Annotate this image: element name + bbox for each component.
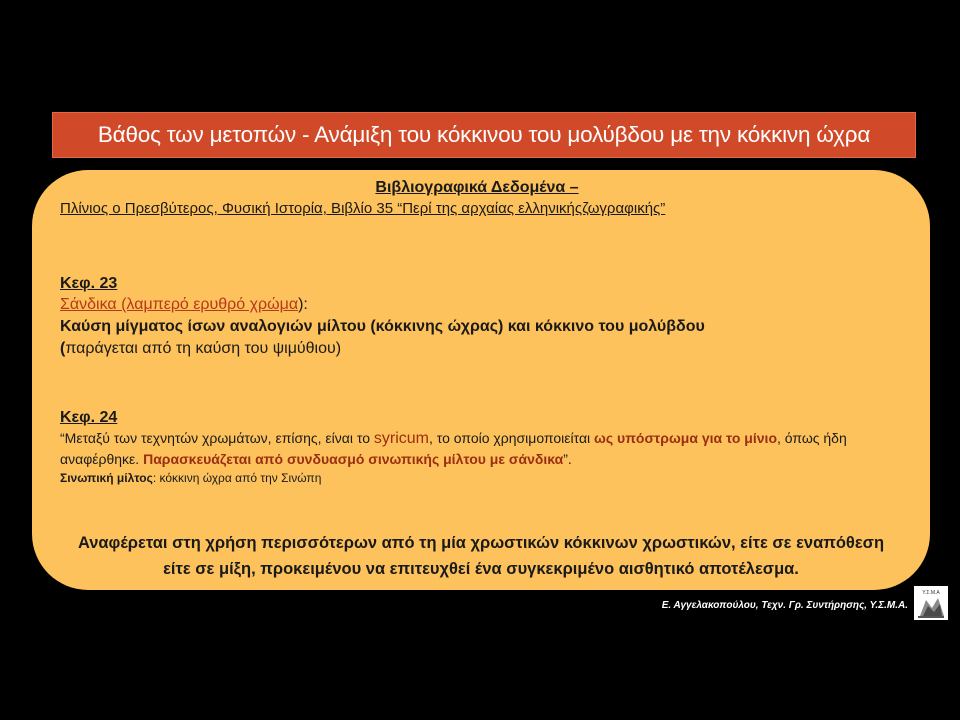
bibliography-source: Πλίνιος ο Πρεσβύτερος, Φυσική Ιστορία, Βιβλίο 35 “Περί της αρχαίας ελληνικήςζωγραφικής”	[60, 200, 666, 217]
quote-part2: , το οποίο χρησιμοποιείται	[429, 430, 595, 446]
sinopia-term: Σινωπική μίλτος	[60, 471, 153, 485]
note-text: παράγεται από τη καύση του ψιμύθιου)	[65, 340, 342, 357]
note-paren: (	[60, 340, 66, 357]
quote-end: ”.	[563, 451, 572, 467]
chapter-24	[60, 408, 894, 487]
chapter-23-heading: Κεφ. 23	[60, 275, 118, 292]
quote-syricum: syricum	[373, 430, 429, 447]
process-line: Καύση μίγματος ίσων αναλογιών μίλτου (κόκκινης ώχρας) και κόκκινο του μολύβδου	[60, 318, 705, 335]
quote-prep: Παρασκευάζεται από συνδυασμό σινωπικής μίλτου με σάνδικα	[143, 451, 564, 467]
sinopia-note	[60, 469, 894, 487]
conclusion-text: Αναφέρεται στη χρήση περισσότερων από τη μία χρωστικών κόκκινων χρωστικών, είτε σε εναπόθεση είτε σε μίξη, προκειμένου να επιτευχθεί ένα συγκεκριμένο αισθητικό αποτέλεσμα.	[77, 534, 885, 578]
note-line	[60, 338, 894, 360]
logo-lettering: Υ.Σ.Μ.Α	[922, 590, 940, 596]
sandyx-line	[60, 294, 894, 316]
author-credit: Ε. Αγγελακοπούλου, Τεχν. Γρ. Συντήρησης, Υ.Σ.Μ.Α.	[661, 600, 908, 611]
chapter-24-heading: Κεφ. 24	[60, 409, 118, 426]
sinopia-def: : κόκκινη ώχρα από την Σινώπη	[152, 471, 322, 485]
sandyx-after: ):	[298, 296, 308, 313]
quote-part3: , όπως ήδη αναφέρθηκε.	[60, 430, 847, 467]
quote-part1: “Μεταξύ των τεχνητών χρωμάτων, επίσης, είναι το	[60, 430, 374, 446]
slide-title: Βάθος των μετοπών - Ανάμιξη του κόκκινου του μολύβδου με την κόκκινη ώχρα	[97, 122, 871, 147]
sandyx-name: Σάνδικα (λαμπερό ερυθρό χρώμα	[60, 296, 299, 313]
chapter-24-quote	[60, 428, 894, 469]
ysma-logo-icon	[914, 586, 948, 620]
bibliography-heading: Βιβλιογραφικά Δεδομένα –	[375, 179, 579, 196]
quote-use: ως υπόστρωμα για το μίνιο	[594, 430, 777, 446]
content-panel	[32, 170, 930, 590]
title-bar	[52, 112, 916, 158]
chapter-23	[60, 274, 894, 360]
ysma-logo	[914, 586, 948, 620]
